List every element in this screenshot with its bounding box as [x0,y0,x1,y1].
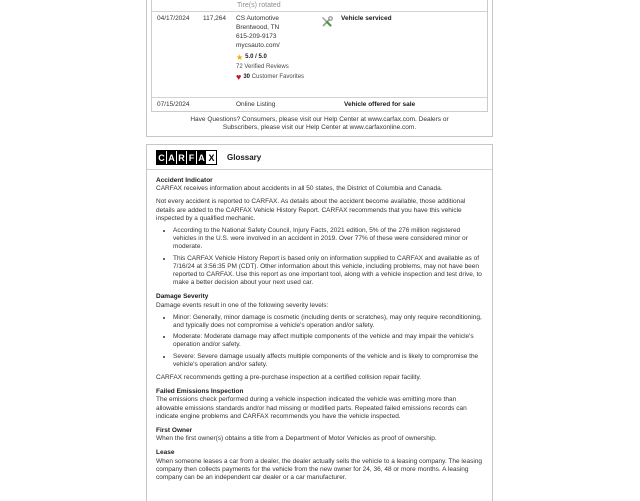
comment-text: Vehicle offered for sale [344,101,416,108]
star-icon: ★ [236,52,244,62]
record-mileage: 117,264 [203,15,227,22]
logo-letter: F [187,151,197,164]
verified-reviews: 72 Verified Reviews [236,64,289,70]
glossary-definition: The emissions check performed during a vehicle inspection indicated the vehicle was emitting more than allowable emissions standards and/or had missing or modified parts. Repeated failed emissions records can indicate engine problems and CARFAX recommends you have the vehicle inspected. [156,396,467,420]
glossary-title: Glossary [227,153,262,162]
favorites-label: Customer Favorites [251,74,305,80]
glossary-definition: Not every accident is reported to CARFAX. As details about the accident become available, those additional details are added to the CARFAX Vehicle History Report. CARFAX recommends that you have this vehicle inspected by a qualified mechanic. [156,198,466,222]
glossary-term-damage-severity: Damage Severity [156,293,209,301]
glossary-bullet: • Severe: Severe damage usually affects multiple components of the vehicle and is likely to compromise the vehicle's operation and/or safety. [173,353,483,369]
glossary-term-first-owner: First Owner [156,427,193,435]
record-comment [320,12,487,97]
glossary-definition: When someone leases a car from a dealer, the dealer actually sells the vehicle to a leasing company. The leasing company then collects payments for the vehicle from the new owner for 24, 36, 48 or more months. A leasing company can be an independent car dealer or a car manufacturer. [156,457,483,482]
shop-name: CS Automotive [236,15,279,22]
logo-letter: R [177,151,187,164]
glossary-term-lease: Lease [156,449,175,457]
rating-value: 5.0 / 5.0 [245,54,267,60]
help-center-text: Have Questions? Consumers, please visit our Help Center at www.carfax.com. Dealers or Subscribers, please visit our Help Center at www.carfaxonline.com. [190,116,449,131]
glossary-term-failed-emissions: Failed Emissions Inspection [156,388,244,396]
glossary-definition: CARFAX recommends getting a pre-purchase inspection at a certified collision repair facility. [156,374,422,382]
clipped-row-text: Tire(s) rotated [237,2,281,9]
glossary-panel [146,144,493,501]
shop-city: Brentwood, TN [236,24,280,31]
glossary-bullet: • Moderate: Moderate damage may affect multiple components of the vehicle and may impair the vehicle's operation and/or safety. [173,333,483,349]
service-tools-icon [320,15,334,29]
shop-rating [236,53,320,61]
glossary-bullet: • This CARFAX Vehicle History Report is based only on information supplied to CARFAX and available as of 7/16/24 at 3:56:35 PM (CDT). Other information about this vehicle, including problems, may not have been reported to CARFAX. Use this report as one important tool, along with a vehicle inspection and test drive, to make a better decision about your next used car. [173,255,483,288]
table-row-clipped [152,0,487,12]
record-comment [320,98,487,111]
record-source: Online Listing [236,101,276,108]
glossary-header [147,145,492,170]
glossary-bullet-list [156,314,483,369]
comment-text: Vehicle serviced [341,15,392,22]
favorites-count: 30 [243,74,251,80]
glossary-bullet: • Minor: Generally, minor damage is cosmetic (including dents or scratches), may only require reconditioning, and typically does not compromise a vehicle's operation and/or safety. [173,314,483,330]
history-records-panel [146,0,493,137]
logo-letter: X [208,152,215,163]
shop-phone: 615-209-9173 [236,33,277,40]
table-row-listing [152,98,487,111]
customer-favorites [236,73,320,81]
glossary-definition: CARFAX receives information about accidents in all 50 states, the District of Columbia and Canada. [156,185,443,193]
glossary-term-accident-indicator: Accident Indicator [156,177,213,184]
glossary-bullet: • According to the National Safety Council, Injury Facts, 2021 edition, 5% of the 276 million registered vehicles in the U.S. were involved in an accident in 2019. Over 77% of these were considered minor or moderate. [173,227,483,252]
table-row-service [152,12,487,98]
logo-letter: C [157,151,167,164]
glossary-definition: Damage events result in one of the following severity levels: [156,301,329,309]
shop-website-link[interactable]: mycsauto.com/ [236,42,280,49]
record-source-details [236,12,320,97]
record-date: 07/15/2024 [157,101,190,108]
glossary-definition: When the first owner(s) obtains a title from a Department of Motor Vehicles as proof of ownership. [156,435,437,443]
glossary-bullet-list [156,227,483,287]
carfax-logo [156,150,217,165]
logo-letter: A [197,151,207,164]
history-table [151,0,488,112]
record-date: 04/17/2024 [157,15,190,22]
logo-letter: A [167,151,177,164]
glossary-body [147,170,492,495]
heart-icon: ♥ [236,72,242,82]
